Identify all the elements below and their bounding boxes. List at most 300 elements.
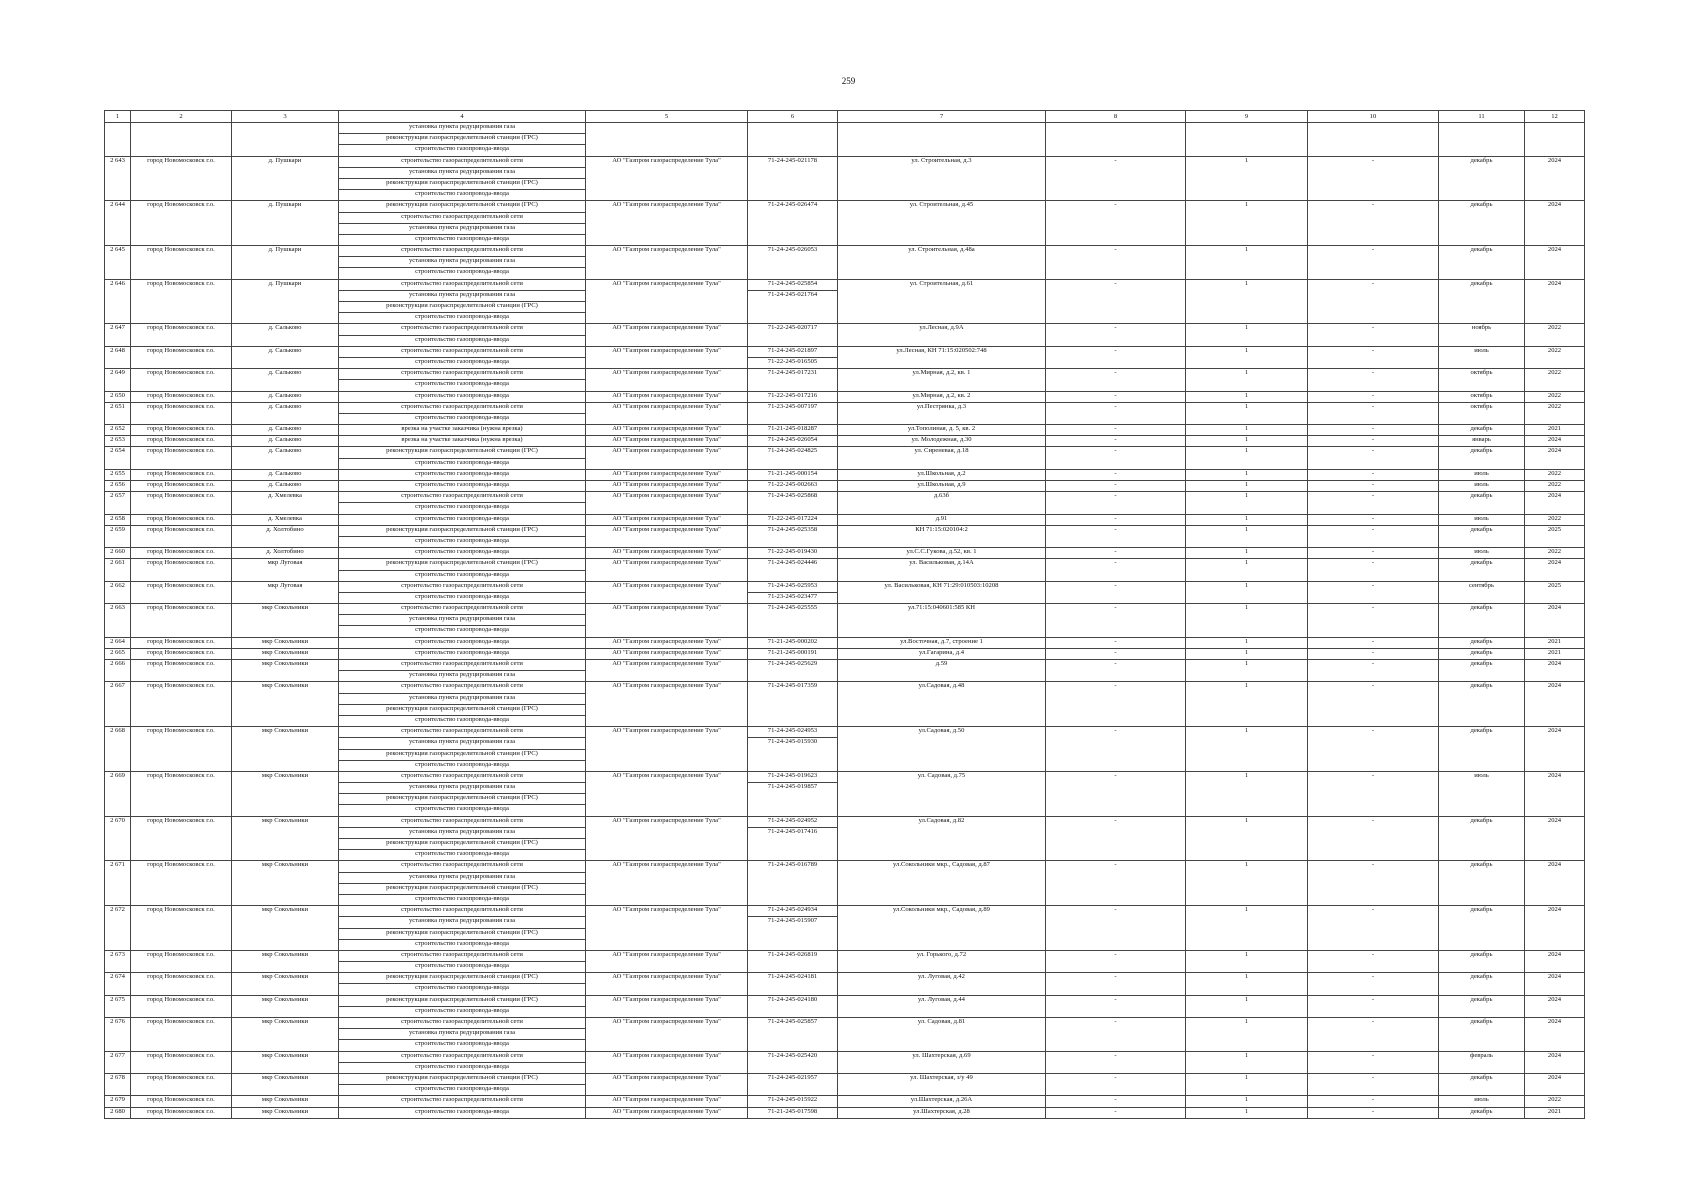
locality-cell: мкр Сокольники [232,1107,339,1118]
works-cell [339,682,586,727]
work-item: реконструкция газораспределительной станции (ГРС) [339,838,585,849]
work-item: строительство газораспределительной сети [401,581,523,589]
organization-cell: АО "Газпром газораспределение Тула" [586,156,748,201]
application-code: 71-24-245-024934 [767,906,818,914]
col10-cell: - [1308,469,1439,480]
col9-cell: 1 [1186,346,1308,368]
year-cell: 2022 [1525,324,1585,346]
col-header: 6 [748,111,838,123]
district-cell: город Новомосковск г.о. [131,436,232,447]
row-number: 2 667 [105,682,131,727]
application-code: 71-24-245-019857 [748,782,837,793]
district-cell: город Новомосковск г.о. [131,1096,232,1107]
col9-cell: 1 [1186,279,1308,324]
row-number: 2 648 [105,346,131,368]
works-cell [339,369,586,391]
work-item: реконструкция газораспределительной станции (ГРС) [386,525,538,533]
locality-cell: д. Сальково [232,324,339,346]
address-cell: ул.Лесная, д.9А [838,324,1046,346]
organization-cell: АО "Газпром газораспределение Тула" [586,369,748,391]
codes-cell [748,201,838,246]
address-cell: ул.Тополиная, д. 5, кв. 2 [838,425,1046,436]
table-row [105,727,1585,772]
year-cell: 2022 [1525,548,1585,559]
address-cell: ул.Шахтерская, д.26А [838,1096,1046,1107]
organization-cell: АО "Газпром газораспределение Тула" [586,1096,748,1107]
table-row [105,402,1585,424]
application-code: 71-24-245-026054 [767,436,818,444]
table-row [105,1107,1585,1118]
district-cell: город Новомосковск г.о. [131,559,232,581]
col9-cell: 1 [1186,816,1308,861]
col10-cell: - [1308,771,1439,816]
col10-cell: - [1308,481,1439,492]
month-cell: декабрь [1439,492,1525,514]
address-cell: д.91 [838,514,1046,525]
col10-cell: - [1308,324,1439,346]
col-header: 8 [1046,111,1186,123]
organization-cell: АО "Газпром газораспределение Тула" [586,771,748,816]
col9-cell: 1 [1186,660,1308,682]
application-code: 71-24-245-017359 [767,682,818,690]
works-cell [339,1018,586,1052]
locality-cell: мкр Сокольники [232,1096,339,1107]
locality-cell: д. Сальково [232,436,339,447]
col10-cell: - [1308,402,1439,424]
year-cell: 2024 [1525,1018,1585,1052]
address-cell: ул.Сокольники мкр., Садовая, д.87 [838,861,1046,906]
col8-cell: - [1046,682,1186,727]
row-number: 2 656 [105,481,131,492]
work-item: строительство газопровода-ввода [339,536,585,547]
table-row [105,604,1585,638]
codes-cell [748,973,838,995]
table-row [105,771,1585,816]
work-item: установка пункта редуцирования газа [339,693,585,704]
col10-cell: - [1308,514,1439,525]
col9-cell: 1 [1186,246,1308,280]
codes-cell [748,425,838,436]
application-code: 71-21-245-000191 [767,648,818,656]
work-item: реконструкция газораспределительной станции (ГРС) [339,301,585,312]
work-item: строительство газопровода-ввода [339,1039,585,1050]
work-item: строительство газопровода-ввода [415,637,509,645]
month-cell: декабрь [1439,973,1525,995]
work-item: строительство газораспределительной сети [401,816,523,824]
month-cell: декабрь [1439,1073,1525,1095]
application-code: 71-24-245-021764 [748,290,837,301]
organization-cell: АО "Газпром газораспределение Тула" [586,1018,748,1052]
work-item: установка пункта редуцирования газа [339,1028,585,1039]
year-cell: 2022 [1525,514,1585,525]
row-number: 2 669 [105,771,131,816]
col10-cell: - [1308,950,1439,972]
work-item: реконструкция газораспределительной станции (ГРС) [386,447,538,455]
year-cell: 2024 [1525,559,1585,581]
work-item: установка пункта редуцирования газа [339,614,585,625]
year-cell: 2021 [1525,648,1585,659]
application-code: 71-24-245-021178 [767,156,818,164]
col8-cell: - [1046,660,1186,682]
col10-cell: - [1308,727,1439,772]
year-cell: 2022 [1525,469,1585,480]
locality-cell: мкр Луговая [232,581,339,603]
district-cell: город Новомосковск г.о. [131,637,232,648]
row-number: 2 661 [105,559,131,581]
table-row [105,514,1585,525]
col10-cell: - [1308,279,1439,324]
organization-cell: АО "Газпром газораспределение Тула" [586,604,748,638]
year-cell: 2022 [1525,1096,1585,1107]
work-item: строительство газораспределительной сети [401,492,523,500]
work-item: реконструкция газораспределительной станции (ГРС) [339,883,585,894]
year-cell: 2025 [1525,581,1585,603]
work-item: строительство газопровода-ввода [339,570,585,581]
codes-cell [748,637,838,648]
col9-cell: 1 [1186,727,1308,772]
month-cell: декабрь [1439,906,1525,951]
col-header: 2 [131,111,232,123]
work-item: строительство газораспределительной сети [401,279,523,287]
col9-cell: 1 [1186,369,1308,391]
year-cell: 2024 [1525,861,1585,906]
row-number: 2 675 [105,995,131,1017]
locality-cell: д. Сальково [232,391,339,402]
row-number: 2 674 [105,973,131,995]
district-cell: город Новомосковск г.о. [131,995,232,1017]
address-cell: д.59 [838,660,1046,682]
table-row [105,436,1585,447]
address-cell: ул.Садовая, д.48 [838,682,1046,727]
work-item: строительство газораспределительной сети [401,771,523,779]
col9-cell: 1 [1186,492,1308,514]
work-item: строительство газораспределительной сети [401,950,523,958]
codes-cell [748,525,838,547]
month-cell: декабрь [1439,816,1525,861]
work-item: установка пункта редуцирования газа [339,737,585,748]
works-cell [339,481,586,492]
month-cell: декабрь [1439,861,1525,906]
district-cell: город Новомосковск г.о. [131,727,232,772]
month-cell: октябрь [1439,391,1525,402]
col9-cell: 1 [1186,950,1308,972]
works-cell [339,469,586,480]
year-cell: 2024 [1525,906,1585,951]
work-item: строительство газопровода-ввода [339,335,585,346]
col-header: 7 [838,111,1046,123]
district-cell: город Новомосковск г.о. [131,492,232,514]
work-item: строительство газопровода-ввода [339,458,585,469]
col10-cell: - [1308,1107,1439,1118]
locality-cell: д. Сальково [232,369,339,391]
application-code: 71-24-245-026819 [767,950,818,958]
table-row [105,492,1585,514]
month-cell: декабрь [1439,682,1525,727]
col9-cell: 1 [1186,682,1308,727]
locality-cell: мкр Сокольники [232,906,339,951]
address-cell: ул.Восточная, д.7, строение 1 [838,637,1046,648]
work-item: строительство газопровода-ввода [339,357,585,368]
year-cell: 2024 [1525,771,1585,816]
work-item: строительство газораспределительной сети [401,156,523,164]
work-item: врезка на участке заказчика (нужна врезка) [401,436,523,444]
work-item: установка пункта редуцирования газа [339,872,585,883]
month-cell: декабрь [1439,995,1525,1017]
work-item: строительство газораспределительной сети [401,346,523,354]
col10-cell: - [1308,648,1439,659]
col8-cell: - [1046,481,1186,492]
year-cell: 2022 [1525,369,1585,391]
col10-cell: - [1308,816,1439,861]
row-number: 2 662 [105,581,131,603]
col8-cell: - [1046,447,1186,469]
work-item: строительство газопровода-ввода [415,391,509,399]
col10-cell: - [1308,201,1439,246]
work-item: строительство газораспределительной сети [401,324,523,332]
work-item: установка пункта редуцирования газа [339,916,585,927]
address-cell: ул. Шахтерская, д.69 [838,1051,1046,1073]
work-item: установка пункта редуцирования газа [339,670,585,681]
codes-cell [748,950,838,972]
col10-cell: - [1308,346,1439,368]
district-cell: город Новомосковск г.о. [131,906,232,951]
continuation-row [105,123,1585,157]
table-row [105,425,1585,436]
locality-cell: д. Сальково [232,425,339,436]
work-item: реконструкция газораспределительной станции (ГРС) [386,201,538,209]
year-cell: 2022 [1525,346,1585,368]
work-item: строительство газораспределительной сети [401,682,523,690]
col8-cell: - [1046,861,1186,906]
col8-cell: - [1046,771,1186,816]
work-item: установка пункта редуцирования газа [339,827,585,838]
row-number: 2 658 [105,514,131,525]
works-cell [339,950,586,972]
codes-cell [748,816,838,861]
locality-cell: мкр Сокольники [232,648,339,659]
table-row [105,1073,1585,1095]
application-code: 71-21-245-017598 [767,1107,818,1115]
application-code: 71-24-245-015930 [748,737,837,748]
address-cell: ул. Строительная, д.61 [838,279,1046,324]
year-cell: 2024 [1525,492,1585,514]
col9-cell: 1 [1186,391,1308,402]
month-cell: январь [1439,436,1525,447]
organization-cell: АО "Газпром газораспределение Тула" [586,973,748,995]
col10-cell: - [1308,425,1439,436]
month-cell: февраль [1439,1051,1525,1073]
year-cell: 2024 [1525,816,1585,861]
year-cell: 2024 [1525,660,1585,682]
year-cell: 2024 [1525,995,1585,1017]
month-cell: июль [1439,771,1525,816]
codes-cell [748,391,838,402]
col8-cell: - [1046,727,1186,772]
district-cell: город Новомосковск г.о. [131,402,232,424]
year-cell: 2021 [1525,425,1585,436]
col9-cell: 1 [1186,156,1308,201]
row-number: 2 664 [105,637,131,648]
address-cell: ул.Школьная, д.2 [838,469,1046,480]
col9-cell: 1 [1186,973,1308,995]
address-cell: д.63б [838,492,1046,514]
work-item: строительство газопровода-ввода [339,760,585,771]
works-cell [339,559,586,581]
application-code: 71-24-245-015907 [748,916,837,927]
col9-cell: 1 [1186,469,1308,480]
table-row [105,525,1585,547]
col10-cell: - [1308,906,1439,951]
month-cell: декабрь [1439,279,1525,324]
row-number: 2 647 [105,324,131,346]
table-row [105,246,1585,280]
organization-cell: АО "Газпром газораспределение Тула" [586,995,748,1017]
row-number: 2 657 [105,492,131,514]
col8-cell: - [1046,816,1186,861]
works-cell [339,402,586,424]
district-cell: город Новомосковск г.о. [131,581,232,603]
year-cell: 2024 [1525,279,1585,324]
col10-cell: - [1308,559,1439,581]
district-cell: город Новомосковск г.о. [131,156,232,201]
col9-cell: 1 [1186,436,1308,447]
organization-cell: АО "Газпром газораспределение Тула" [586,425,748,436]
col8-cell: - [1046,559,1186,581]
col10-cell: - [1308,604,1439,638]
works-cell [339,1073,586,1095]
work-item: реконструкция газораспределительной станции (ГРС) [339,133,585,144]
header-row [105,111,1585,123]
codes-cell [748,995,838,1017]
month-cell: декабрь [1439,201,1525,246]
work-item: реконструкция газораспределительной станции (ГРС) [339,178,585,189]
col10-cell: - [1308,1018,1439,1052]
codes-cell [748,648,838,659]
address-cell: ул.Лесная, КН 71:15:020502:748 [838,346,1046,368]
gasification-table [104,110,1585,1119]
works-cell [339,525,586,547]
work-item: строительство газопровода-ввода [339,1006,585,1017]
codes-cell [748,492,838,514]
address-cell: ул. Сиреневая, д.18 [838,447,1046,469]
col10-cell: - [1308,682,1439,727]
work-item: реконструкция газораспределительной станции (ГРС) [339,793,585,804]
col10-cell: - [1308,1096,1439,1107]
district-cell: город Новомосковск г.о. [131,548,232,559]
work-item: строительство газопровода-ввода [339,379,585,390]
table-row [105,156,1585,201]
application-code: 71-24-245-026053 [767,246,818,254]
application-code: 71-24-245-025420 [767,1051,818,1059]
codes-cell [748,660,838,682]
month-cell: июль [1439,514,1525,525]
organization-cell: АО "Газпром газораспределение Тула" [586,346,748,368]
locality-cell: мкр Сокольники [232,1018,339,1052]
table-row [105,973,1585,995]
row-number: 2 653 [105,436,131,447]
works-cell [339,861,586,906]
works-cell [339,548,586,559]
col10-cell: - [1308,637,1439,648]
month-cell: июль [1439,548,1525,559]
month-cell: декабрь [1439,727,1525,772]
month-cell: декабрь [1439,637,1525,648]
col-header: 10 [1308,111,1439,123]
application-code: 71-21-245-000202 [767,637,818,645]
table-row [105,447,1585,469]
application-code: 71-24-245-026474 [767,201,818,209]
work-item: строительство газопровода-ввода [415,481,509,488]
locality-cell: д. Пушкари [232,246,339,280]
work-item: строительство газораспределительной сети [401,861,523,869]
district-cell: город Новомосковск г.о. [131,447,232,469]
work-item: строительство газораспределительной сети [401,1018,523,1025]
address-cell: ул.Пестрянка, д.3 [838,402,1046,424]
locality-cell: мкр Сокольники [232,604,339,638]
district-cell: город Новомосковск г.о. [131,682,232,727]
locality-cell: мкр Сокольники [232,771,339,816]
address-cell: ул. Луговая, д.42 [838,973,1046,995]
works-cell [339,201,586,246]
work-item: строительство газопровода-ввода [415,469,509,477]
works-cell [339,346,586,368]
district-cell: город Новомосковск г.о. [131,648,232,659]
month-cell: ноябрь [1439,324,1525,346]
col8-cell: - [1046,1107,1186,1118]
col10-cell: - [1308,1051,1439,1073]
col8-cell: - [1046,492,1186,514]
locality-cell: мкр Сокольники [232,727,339,772]
work-item: строительство газораспределительной сети [401,246,523,254]
works-cell [339,447,586,469]
address-cell: ул.Садовая, д.50 [838,727,1046,772]
locality-cell: мкр Сокольники [232,861,339,906]
codes-cell [748,559,838,581]
application-code: 71-22-245-016505 [748,357,837,368]
work-item: строительство газопровода-ввода [339,312,585,323]
address-cell: ул.Мирная, д.2, кв. 2 [838,391,1046,402]
col8-cell: - [1046,346,1186,368]
application-code: 71-24-245-025857 [767,1018,818,1025]
application-code: 71-24-245-025854 [767,279,818,287]
district-cell: город Новомосковск г.о. [131,425,232,436]
year-cell: 2022 [1525,402,1585,424]
district-cell: город Новомосковск г.о. [131,1107,232,1118]
table-row [105,279,1585,324]
work-item: установка пункта редуцирования газа [339,782,585,793]
district-cell: город Новомосковск г.о. [131,246,232,280]
codes-cell [748,436,838,447]
month-cell: июль [1439,481,1525,492]
organization-cell: АО "Газпром газораспределение Тула" [586,906,748,951]
locality-cell: д. Холтобино [232,548,339,559]
row-number: 2 651 [105,402,131,424]
works-cell [339,391,586,402]
organization-cell: АО "Газпром газораспределение Тула" [586,950,748,972]
table-row [105,324,1585,346]
application-code: 71-22-245-002663 [767,481,818,488]
month-cell: июль [1439,1096,1525,1107]
application-code: 71-24-245-024952 [767,816,818,824]
work-item: строительство газораспределительной сети [339,212,585,223]
works-cell [339,816,586,861]
application-code: 71-24-245-025953 [767,581,818,589]
col9-cell: 1 [1186,402,1308,424]
col9-cell: 1 [1186,1107,1308,1118]
works-cell [339,995,586,1017]
col10-cell: - [1308,581,1439,603]
col10-cell: - [1308,369,1439,391]
